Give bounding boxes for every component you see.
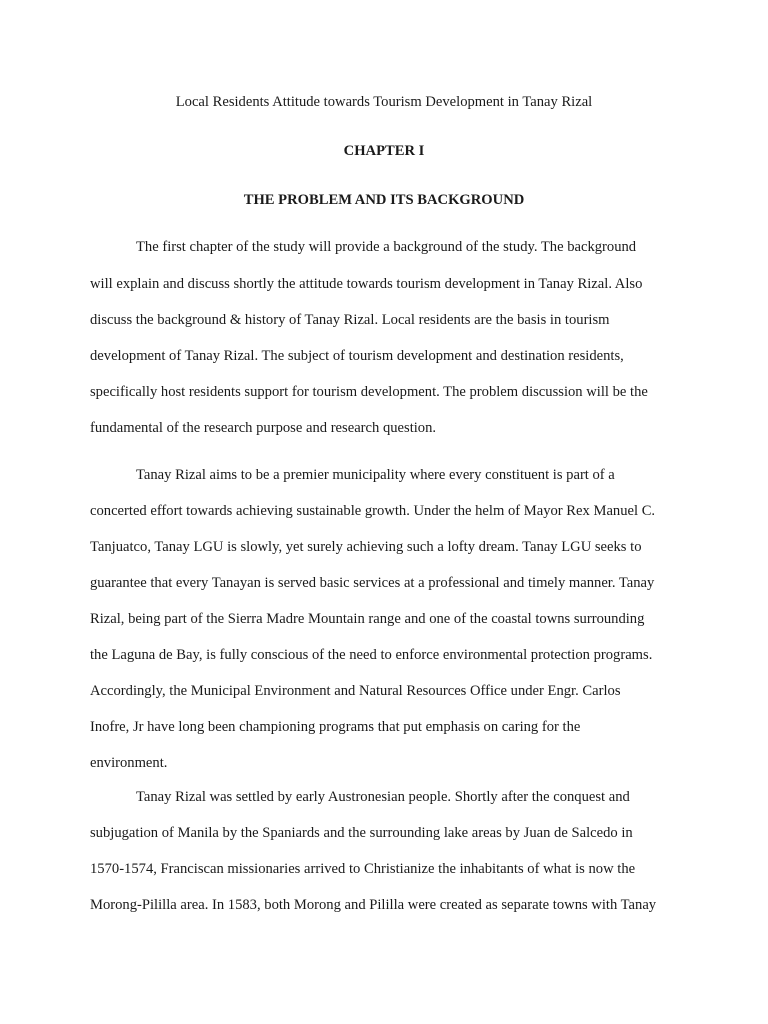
paragraph-line: Tanay Rizal was settled by early Austronesian people. Shortly after the conquest and: [136, 789, 630, 805]
paragraph-line: Morong-Pililla area. In 1583, both Morong and Pililla were created as separate towns with Tanay: [90, 897, 657, 913]
paragraph-line: Rizal, being part of the Sierra Madre Mountain range and one of the coastal towns surrounding: [90, 611, 645, 627]
paragraph-line: The first chapter of the study will provide a background of the study. The background: [136, 239, 637, 255]
paragraph-line: Tanjuatco, Tanay LGU is slowly, yet surely achieving such a lofty dream. Tanay LGU seeks to: [90, 539, 642, 555]
paragraph-line: specifically host residents support for tourism development. The problem discussion will be the: [90, 384, 648, 400]
paragraph-line: the Laguna de Bay, is fully conscious of the need to enforce environmental protection programs.: [90, 647, 653, 663]
paragraph-line: Tanay Rizal aims to be a premier municipality where every constituent is part of a: [136, 467, 615, 483]
paragraph-line: will explain and discuss shortly the attitude towards tourism development in Tanay Rizal. Also: [90, 276, 643, 292]
document-title: Local Residents Attitude towards Tourism Development in Tanay Rizal: [175, 94, 593, 110]
paragraph-line: subjugation of Manila by the Spaniards and the surrounding lake areas by Juan de Salcedo in: [90, 825, 633, 841]
paragraph-line: environment.: [90, 755, 168, 771]
section-heading: THE PROBLEM AND ITS BACKGROUND: [243, 192, 525, 208]
paragraph-line: 1570-1574, Franciscan missionaries arrived to Christianize the inhabitants of what is now the: [90, 861, 636, 877]
paragraph-line: guarantee that every Tanayan is served basic services at a professional and timely manner. Tanay: [90, 575, 655, 591]
paragraph-line: Accordingly, the Municipal Environment and Natural Resources Office under Engr. Carlos: [90, 683, 621, 699]
paragraph-line: Inofre, Jr have long been championing programs that put emphasis on caring for the: [90, 719, 581, 735]
paragraph-line: fundamental of the research purpose and research question.: [90, 420, 437, 436]
paragraph-line: development of Tanay Rizal. The subject of tourism development and destination residents,: [90, 348, 624, 364]
chapter-label: CHAPTER I: [343, 143, 425, 159]
paragraph-line: discuss the background & history of Tanay Rizal. Local residents are the basis in tourism: [90, 312, 610, 328]
paragraph-line: concerted effort towards achieving sustainable growth. Under the helm of Mayor Rex Manuel C.: [90, 503, 656, 519]
